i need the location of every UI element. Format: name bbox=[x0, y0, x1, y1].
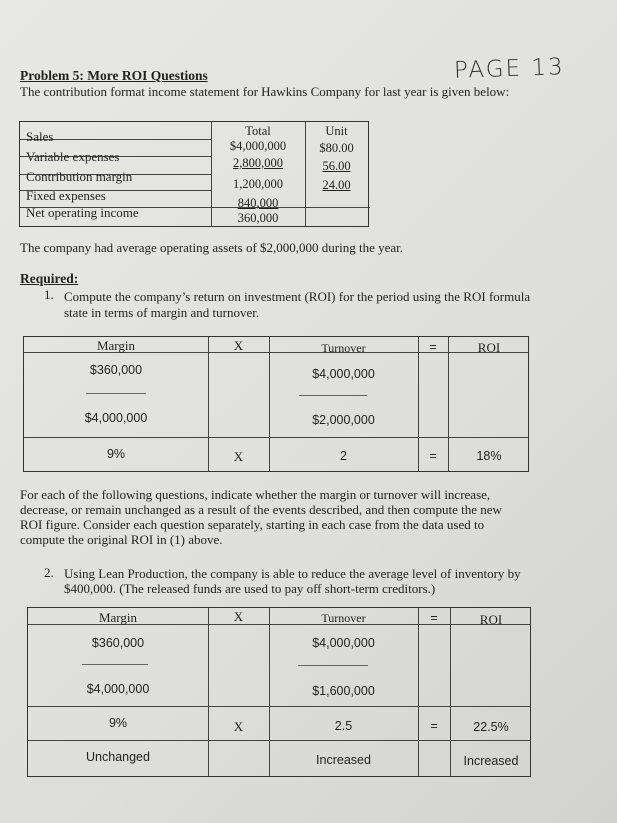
page-stamp: PAGE 13 bbox=[453, 54, 566, 84]
roi-change: Increased bbox=[463, 754, 519, 768]
fraction-bar bbox=[82, 664, 148, 665]
roi-table-1 bbox=[23, 336, 529, 472]
divider bbox=[28, 740, 530, 741]
row-label-net-operating-income: Net operating income bbox=[26, 205, 139, 220]
header-roi: ROI bbox=[477, 340, 501, 355]
divider bbox=[24, 437, 528, 438]
divider bbox=[418, 608, 419, 776]
result-x: X bbox=[233, 449, 244, 464]
margin-numerator: $360,000 bbox=[91, 636, 145, 650]
fraction-bar bbox=[299, 395, 367, 396]
fraction-bar bbox=[298, 665, 368, 666]
q1-number: 1. bbox=[44, 287, 54, 302]
margin-change: Unchanged bbox=[86, 750, 150, 764]
problem-title: Problem 5: More ROI Questions bbox=[20, 68, 208, 83]
instructions-line3: ROI figure. Consider each question separately, starting in each case from the data used to bbox=[20, 517, 485, 532]
turnover-denominator: $2,000,000 bbox=[312, 413, 375, 427]
row-label-fixed-expenses: Fixed expenses bbox=[26, 188, 106, 203]
fixed-expenses-total: 840,000 bbox=[237, 196, 279, 210]
header-margin: Margin bbox=[96, 338, 136, 353]
roi-result: 22.5% bbox=[473, 720, 509, 734]
instructions-line2: decrease, or remain unchanged as a result of the events described, and then compute the new bbox=[20, 502, 502, 517]
turnover-denominator: $1,600,000 bbox=[312, 684, 375, 698]
divider bbox=[28, 706, 530, 707]
turnover-result: 2 bbox=[340, 449, 347, 463]
header-turnover: Turnover bbox=[321, 341, 366, 355]
result-x: X bbox=[233, 719, 244, 734]
margin-result: 9% bbox=[106, 447, 126, 461]
roi-result: 18% bbox=[476, 449, 502, 463]
contribution-margin-total: 1,200,000 bbox=[233, 177, 283, 191]
contribution-margin-unit: 24.00 bbox=[322, 178, 351, 192]
income-statement-table bbox=[19, 121, 369, 227]
fraction-bar bbox=[86, 393, 146, 394]
divider bbox=[208, 608, 209, 776]
assets-note: The company had average operating assets of $2,000,000 during the year. bbox=[20, 240, 404, 255]
margin-denominator: $4,000,000 bbox=[84, 411, 148, 425]
header-x: X bbox=[233, 609, 244, 624]
row-label-variable-expenses: Variable expenses bbox=[26, 149, 120, 164]
variable-expenses-total: 2,800,000 bbox=[233, 156, 283, 170]
q2-line2: $400,000. (The released funds are used to pay off short-term creditors.) bbox=[64, 581, 436, 596]
divider bbox=[450, 608, 451, 776]
header-roi: ROI bbox=[479, 612, 503, 627]
variable-expenses-unit: 56.00 bbox=[322, 159, 351, 173]
q1-line2: state in terms of margin and turnover. bbox=[64, 305, 260, 320]
header-x: X bbox=[233, 338, 244, 353]
turnover-result: 2.5 bbox=[334, 719, 353, 733]
q2-number: 2. bbox=[44, 565, 54, 580]
col-header-unit: Unit bbox=[325, 124, 348, 138]
header-turnover: Turnover bbox=[321, 611, 366, 625]
result-equals: = bbox=[430, 719, 438, 733]
instructions-line1: For each of the following questions, indicate whether the margin or turnover will increase, bbox=[20, 487, 491, 502]
q2-line1: Using Lean Production, the company is able to reduce the average level of inventory by bbox=[64, 566, 521, 581]
header-equals: = bbox=[430, 611, 438, 625]
row-label-contribution-margin: Contribution margin bbox=[26, 169, 133, 184]
margin-result: 9% bbox=[108, 716, 128, 730]
result-equals: = bbox=[429, 449, 437, 463]
header-margin: Margin bbox=[98, 610, 138, 625]
sales-unit: $80.00 bbox=[319, 141, 354, 155]
col-header-total: Total bbox=[245, 124, 271, 138]
turnover-numerator: $4,000,000 bbox=[312, 636, 375, 650]
q1-line1: Compute the company’s return on investment (ROI) for the period using the ROI formula bbox=[64, 289, 531, 304]
turnover-numerator: $4,000,000 bbox=[312, 367, 375, 381]
roi-table-2 bbox=[27, 607, 531, 777]
header-equals: = bbox=[429, 340, 437, 354]
margin-numerator: $360,000 bbox=[89, 363, 143, 377]
margin-denominator: $4,000,000 bbox=[86, 682, 150, 696]
instructions-line4: compute the original ROI in (1) above. bbox=[20, 532, 223, 547]
net-operating-income-total: 360,000 bbox=[237, 211, 279, 225]
sales-total: $4,000,000 bbox=[229, 139, 287, 153]
row-label-sales: Sales bbox=[26, 129, 54, 144]
turnover-change: Increased bbox=[316, 753, 371, 767]
required-label: Required: bbox=[20, 271, 79, 286]
intro-text: The contribution format income statement for Hawkins Company for last year is given below: bbox=[20, 84, 510, 99]
